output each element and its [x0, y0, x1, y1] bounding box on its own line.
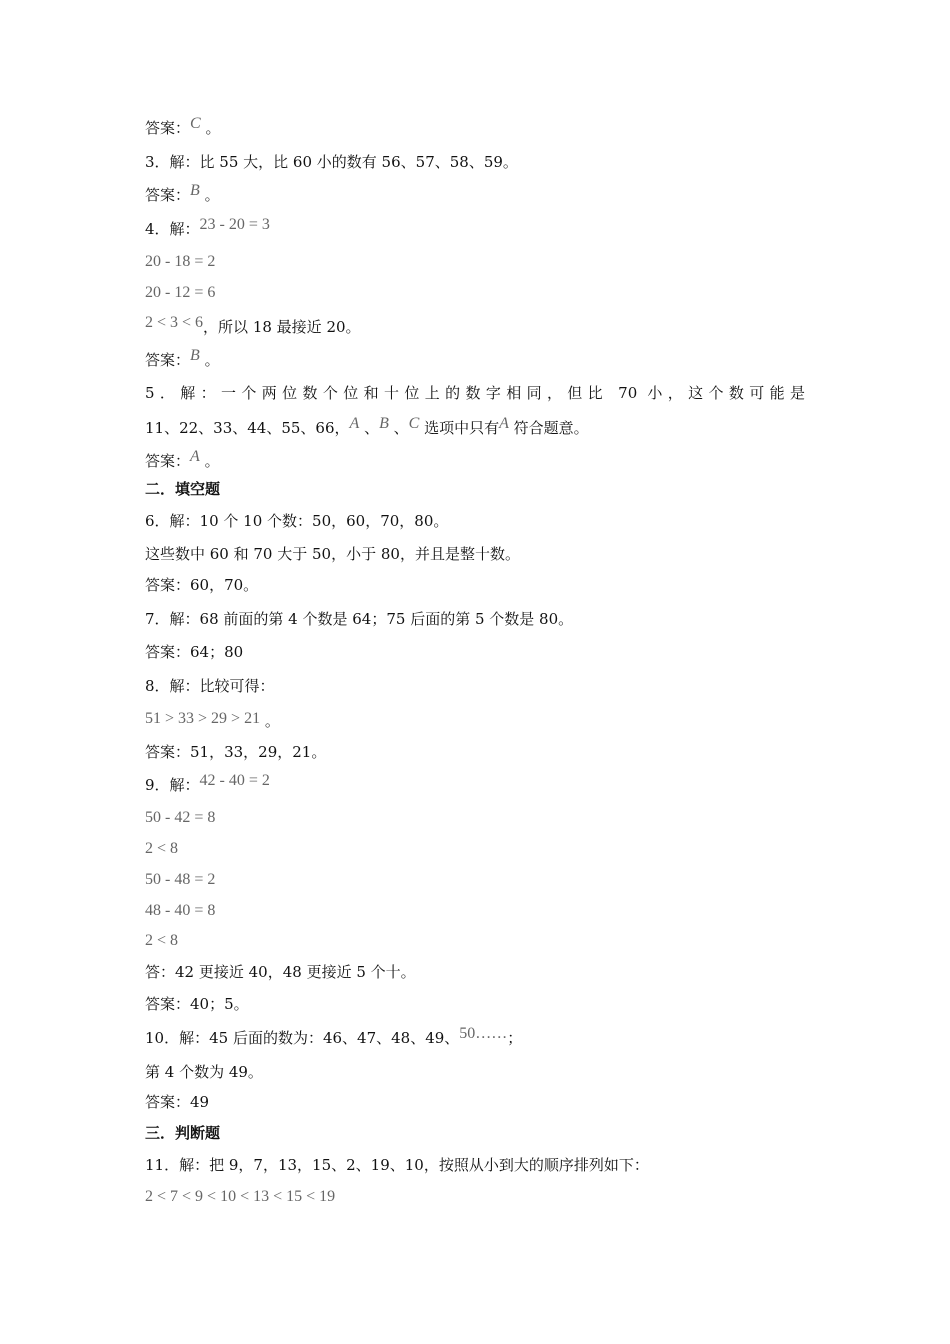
answer-line: 答案：49	[145, 1093, 210, 1111]
answer-line	[145, 182, 220, 206]
punctuation: 。	[199, 186, 220, 204]
solution-text: 10．解：45 后面的数为：46、47、48、49、	[145, 1029, 460, 1047]
question-label: 9．解：	[145, 776, 200, 794]
math-expression: A	[190, 448, 200, 465]
solution-line: 8．解：比较可得：	[145, 677, 275, 695]
section-heading: 二．填空题	[145, 480, 221, 498]
math-expression: A	[499, 415, 509, 432]
punctuation: ；	[507, 1029, 523, 1047]
math-expression: C	[190, 115, 201, 132]
math-expression: B	[190, 182, 200, 199]
solution-line	[145, 708, 280, 729]
answer-line: 答案：40；5。	[145, 995, 249, 1013]
math-expression: 50 - 42 = 8	[145, 809, 216, 826]
math-expression: C	[408, 415, 420, 432]
math-expression: B	[379, 415, 389, 432]
answer-line: 答案：60，70。	[145, 576, 259, 594]
math-expression: 48 - 40 = 8	[145, 902, 216, 919]
solution-line: 这些数中 60 和 70 大于 50，小于 80，并且是整十数。	[145, 545, 520, 563]
math-expression: 20 - 18 = 2	[145, 253, 216, 270]
answer-label: 答案：	[145, 119, 191, 137]
solution-text: ，所以 18 最接近 20。	[203, 318, 361, 336]
solution-line: 11．解：把 9，7，13，15、2、19、10，按照从小到大的顺序排列如下：	[145, 1156, 649, 1174]
math-expression: 23 - 20 = 3	[199, 216, 270, 233]
answer-label: 答案：	[145, 351, 191, 369]
solution-text: 选项中只有	[419, 419, 500, 437]
math-expression: A	[349, 415, 360, 432]
math-expression: 2 < 8	[145, 932, 179, 949]
answer-line: 答：42 更接近 40，48 更接近 5 个十。	[145, 963, 416, 981]
question-label: 4．解：	[145, 220, 200, 238]
solution-line	[145, 1025, 523, 1049]
solution-line	[145, 772, 270, 796]
math-expression: 42 - 40 = 2	[199, 772, 270, 789]
answer-line	[145, 347, 220, 371]
solution-text: 符合题意。	[508, 419, 589, 437]
math-expression: 50 - 48 = 2	[145, 871, 216, 888]
solution-text: 11、22、33、44、55、66，	[145, 419, 350, 437]
math-expression: 50……	[459, 1025, 508, 1042]
section-heading: 三．判断题	[145, 1124, 221, 1142]
solution-line: 5．解：一个两位数个位和十位上的数字相同，但比 70 小，这个数可能是	[145, 384, 805, 402]
solution-line	[145, 415, 589, 439]
punctuation: 。	[199, 351, 220, 369]
math-expression: 2 < 3 < 6	[145, 314, 204, 331]
answer-line: 答案：51，33，29，21。	[145, 743, 327, 761]
answer-label: 答案：	[145, 452, 191, 470]
answer-line	[145, 115, 221, 139]
answer-label: 答案：	[145, 186, 191, 204]
punctuation: 。	[260, 712, 280, 730]
solution-line: 7．解：68 前面的第 4 个数是 64；75 后面的第 5 个数是 80。	[145, 610, 574, 628]
punctuation: 、	[388, 419, 409, 437]
punctuation: 。	[200, 119, 221, 137]
solution-line	[145, 216, 270, 240]
punctuation: 、	[359, 419, 380, 437]
solution-line	[145, 314, 361, 338]
solution-line: 第 4 个数为 49。	[145, 1063, 263, 1081]
math-expression: 2 < 7 < 9 < 10 < 13 < 15 < 19	[145, 1188, 336, 1205]
punctuation: 。	[199, 452, 220, 470]
math-expression: 20 - 12 = 6	[145, 284, 216, 301]
math-expression: B	[190, 347, 200, 364]
math-expression: 51 > 33 > 29 > 21	[145, 710, 261, 727]
solution-line: 3．解：比 55 大，比 60 小的数有 56、57、58、59。	[145, 153, 518, 171]
math-expression: 2 < 8	[145, 840, 179, 857]
solution-line: 6．解：10 个 10 个数：50，60，70，80。	[145, 512, 449, 530]
answer-line: 答案：64；80	[145, 643, 244, 661]
answer-line	[145, 448, 220, 472]
